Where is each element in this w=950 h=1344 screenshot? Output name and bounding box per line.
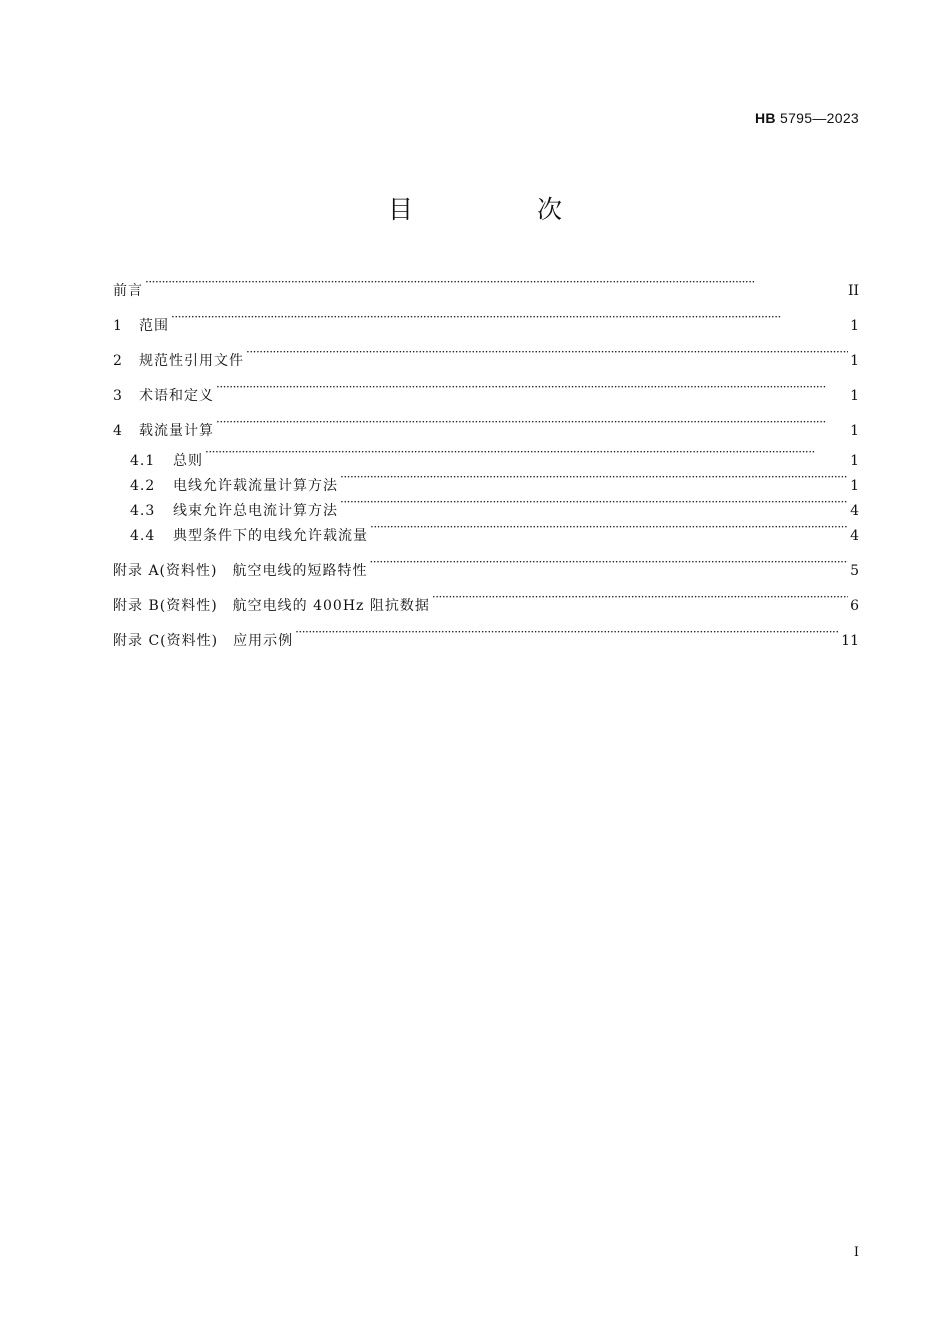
toc-label: 规范性引用文件 <box>139 353 244 369</box>
toc-number: 4.4 <box>130 528 156 544</box>
toc-leader-dots <box>432 585 848 610</box>
toc-page-number: 1 <box>850 423 859 439</box>
toc-leader-dots <box>370 515 848 540</box>
toc-page-number: 1 <box>850 318 859 334</box>
toc-label: 总则 <box>173 453 203 469</box>
toc-page-number: 1 <box>850 353 859 369</box>
toc-entry-normative-references[interactable] <box>113 340 859 369</box>
toc-number: 4.3 <box>130 503 156 519</box>
standard-number: 5795—2023 <box>780 110 859 126</box>
toc-label: 术语和定义 <box>139 388 214 404</box>
toc-page-number: 1 <box>850 388 859 404</box>
toc-page-number: 4 <box>850 528 859 544</box>
toc-label: 前言 <box>113 283 143 299</box>
standard-code <box>755 110 859 126</box>
toc-leader-dots <box>295 620 839 645</box>
toc-entry-scope[interactable] <box>113 305 859 334</box>
toc-leader-dots <box>340 490 848 515</box>
toc-page-number: 5 <box>850 563 859 579</box>
toc-label: 附录 C(资料性) 应用示例 <box>113 633 294 649</box>
toc-entry-ampacity-calculation[interactable] <box>113 410 859 439</box>
toc-leader-dots <box>145 270 846 295</box>
toc-leader-dots <box>369 550 848 575</box>
toc-entry-appendix-b[interactable] <box>113 585 859 614</box>
toc-label: 附录 B(资料性) 航空电线的 400Hz 阻抗数据 <box>113 598 430 614</box>
toc-label: 附录 A(资料性) 航空电线的短路特性 <box>113 563 368 579</box>
page-number: I <box>853 1245 859 1260</box>
toc-number: 4.1 <box>130 453 156 469</box>
toc-label: 电线允许载流量计算方法 <box>173 478 338 494</box>
toc-entry-harness-current-method[interactable] <box>113 490 859 519</box>
toc-entry-foreword[interactable] <box>113 270 859 299</box>
toc-leader-dots <box>216 375 848 400</box>
toc-entry-appendix-a[interactable] <box>113 550 859 579</box>
toc-leader-dots <box>216 410 848 435</box>
toc-entry-typical-conditions[interactable] <box>113 515 859 544</box>
toc-leader-dots <box>246 340 848 365</box>
toc-leader-dots <box>340 465 848 490</box>
toc-page-number: 1 <box>850 478 859 494</box>
toc-page-number: 4 <box>850 503 859 519</box>
table-of-contents <box>113 270 859 655</box>
toc-leader-dots <box>205 440 848 465</box>
toc-number: 3 <box>113 388 122 404</box>
toc-label: 线束允许总电流计算方法 <box>173 503 338 519</box>
toc-page-number: 6 <box>850 598 859 614</box>
toc-entry-general[interactable] <box>113 440 859 469</box>
toc-page-number: 1 <box>850 453 859 469</box>
toc-entry-wire-ampacity-method[interactable] <box>113 465 859 494</box>
toc-leader-dots <box>171 305 848 330</box>
toc-entry-terms-definitions[interactable] <box>113 375 859 404</box>
toc-page-number: II <box>847 283 859 299</box>
toc-number: 1 <box>113 318 122 334</box>
toc-number: 2 <box>113 353 122 369</box>
toc-number: 4.2 <box>130 478 156 494</box>
page-title: 目 次 <box>388 195 620 224</box>
toc-label: 载流量计算 <box>139 423 214 439</box>
standard-prefix: HB <box>754 110 776 126</box>
toc-label: 范围 <box>139 318 169 334</box>
toc-label: 典型条件下的电线允许载流量 <box>173 528 368 544</box>
toc-page-number: 11 <box>841 633 859 649</box>
toc-entry-appendix-c[interactable] <box>113 620 859 649</box>
toc-number: 4 <box>113 423 122 439</box>
